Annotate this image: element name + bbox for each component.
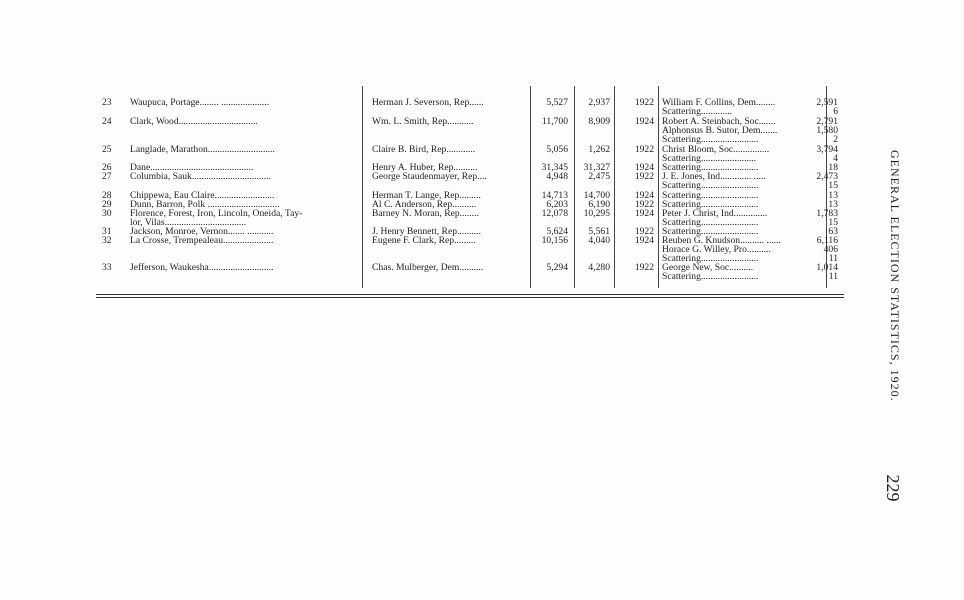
county-name: Jefferson, Waukesha........................... xyxy=(130,263,274,273)
district-number: 26 xyxy=(102,163,112,173)
opponent-votes: 2 xyxy=(833,135,838,145)
term-year: 1924 xyxy=(634,209,654,219)
member-name: Claire B. Bird, Rep............ xyxy=(372,145,476,155)
county-name: Chippewa, Eau Claire......................... xyxy=(130,191,275,201)
county-name: Dunn, Barron, Polk .............................. xyxy=(130,200,280,210)
member-name: Chas. Mulberger, Dem.......... xyxy=(372,263,484,273)
county-name: Jackson, Monroe, Vernon....... ........... xyxy=(130,227,274,237)
opponent-name: Scattering........................ xyxy=(662,254,759,264)
plurality: 4,280 xyxy=(588,263,610,273)
plurality: 2,475 xyxy=(588,172,610,182)
opponent-votes: 18 xyxy=(828,163,838,173)
opponent-votes: 3,794 xyxy=(816,145,838,155)
member-vote: 14,713 xyxy=(541,191,568,201)
opponent-votes: 2,591 xyxy=(816,98,838,108)
district-number: 28 xyxy=(102,191,112,201)
opponent-votes: 11 xyxy=(828,254,838,264)
opponent-name: Scattering........................ xyxy=(662,200,759,210)
district-number: 33 xyxy=(102,263,112,273)
member-vote: 6,203 xyxy=(546,200,568,210)
member-vote: 11,700 xyxy=(541,117,568,127)
running-head xyxy=(886,150,902,440)
page-title: GENERAL ELECTION STATISTICS, 1920. xyxy=(888,150,902,402)
member-name: Wm. L. Smith, Rep........... xyxy=(372,117,474,127)
opponent-name: Scattering........................ xyxy=(662,163,759,173)
opponent-votes: 1,783 xyxy=(816,209,838,219)
county-name: Florence, Forest, Iron, Lincoln, Oneida, Tay- xyxy=(130,209,303,219)
district-number: 31 xyxy=(102,227,112,237)
county-name: Dane........................................... xyxy=(130,163,254,173)
opponent-votes: 15 xyxy=(828,218,838,228)
member-name: Herman J. Severson, Rep...... xyxy=(372,98,484,108)
opponent-name: William F. Collins, Dem........ xyxy=(662,98,776,108)
opponent-name: Reuben G. Knudson.......... ...... xyxy=(662,236,781,246)
member-name: Henry A. Huber, Rep.......... xyxy=(372,163,478,173)
district-number: 25 xyxy=(102,145,112,155)
member-vote: 5,056 xyxy=(546,145,568,155)
district-number: 30 xyxy=(102,209,112,219)
plurality: 5,561 xyxy=(588,227,610,237)
opponent-name: Christ Bloom, Soc............... xyxy=(662,145,770,155)
page-number: 229 xyxy=(883,474,903,502)
election-table xyxy=(98,86,840,296)
plurality: 4,040 xyxy=(588,236,610,246)
opponent-name: J. E. Jones, Ind............. ..... xyxy=(662,172,766,182)
column-divider xyxy=(362,86,363,288)
member-vote: 12,078 xyxy=(541,209,568,219)
member-name: J. Henry Bennett, Rep.......... xyxy=(372,227,481,237)
term-year: 1922 xyxy=(634,172,654,182)
district-number: 23 xyxy=(102,98,112,108)
district-number: 24 xyxy=(102,117,112,127)
member-vote: 31,345 xyxy=(541,163,568,173)
opponent-name: Scattering........................ xyxy=(662,272,759,282)
term-year: 1924 xyxy=(634,117,654,127)
opponent-name: Scattering........................ xyxy=(662,218,759,228)
district-number: 27 xyxy=(102,172,112,182)
opponent-votes: 13 xyxy=(828,191,838,201)
column-divider xyxy=(614,86,615,288)
opponent-name: Peter J. Christ, Ind.............. xyxy=(662,209,768,219)
term-year: 1922 xyxy=(634,227,654,237)
member-vote: 4,948 xyxy=(546,172,568,182)
county-name: La Crosse, Trempealeau..................... xyxy=(130,236,274,246)
plurality: 1,262 xyxy=(588,145,610,155)
county-name: lor, Vilas.................................. xyxy=(130,218,247,228)
member-name: Eugene F. Clark, Rep......... xyxy=(372,236,476,246)
opponent-votes: 6 xyxy=(833,107,838,117)
opponent-name: Scattering........................ xyxy=(662,227,759,237)
plurality: 2,937 xyxy=(588,98,610,108)
plurality: 6,190 xyxy=(588,200,610,210)
opponent-votes: 2,473 xyxy=(816,172,838,182)
term-year: 1922 xyxy=(634,98,654,108)
plurality: 31,327 xyxy=(583,163,610,173)
county-name: Clark, Wood................................. xyxy=(130,117,258,127)
county-name: Waupuca, Portage........ .................... xyxy=(130,98,270,108)
opponent-votes: 13 xyxy=(828,200,838,210)
table-bottom-rule xyxy=(96,297,844,298)
opponent-votes: 1,014 xyxy=(816,263,838,273)
opponent-votes: 4 xyxy=(833,154,838,164)
member-vote: 5,294 xyxy=(546,263,568,273)
plurality: 10,295 xyxy=(583,209,610,219)
term-year: 1924 xyxy=(634,191,654,201)
opponent-name: Scattering....................... xyxy=(662,154,757,164)
opponent-votes: 2,791 xyxy=(816,117,838,127)
term-year: 1922 xyxy=(634,145,654,155)
member-name: Herman T. Lange, Rep......... xyxy=(372,191,481,201)
opponent-votes: 406 xyxy=(823,245,838,255)
opponent-votes: 6,116 xyxy=(816,236,838,246)
member-vote: 10,156 xyxy=(541,236,568,246)
county-name: Langlade, Marathon............................ xyxy=(130,145,275,155)
opponent-name: Scattering........................ xyxy=(662,135,759,145)
county-name: Columbia, Sauk................................. xyxy=(130,172,271,182)
opponent-name: Alphonsus B. Sutor, Dem....... xyxy=(662,126,778,136)
term-year: 1922 xyxy=(634,263,654,273)
member-name: Barney N. Moran, Rep........ xyxy=(372,209,479,219)
term-year: 1924 xyxy=(634,236,654,246)
opponent-votes: 63 xyxy=(828,227,838,237)
plurality: 14,700 xyxy=(583,191,610,201)
column-divider xyxy=(658,86,659,288)
opponent-votes: 11 xyxy=(828,272,838,282)
opponent-votes: 15 xyxy=(828,181,838,191)
term-year: 1922 xyxy=(634,200,654,210)
table-bottom-rule xyxy=(96,294,844,295)
member-vote: 5,624 xyxy=(546,227,568,237)
term-year: 1924 xyxy=(634,163,654,173)
opponent-name: Scattering........................ xyxy=(662,191,759,201)
opponent-name: Scattering............. xyxy=(662,107,733,117)
opponent-votes: 1,580 xyxy=(816,126,838,136)
district-number: 32 xyxy=(102,236,112,246)
member-name: George Staudenmayer, Rep.... xyxy=(372,172,487,182)
opponent-name: Scattering........................ xyxy=(662,181,759,191)
member-vote: 5,527 xyxy=(546,98,568,108)
district-number: 29 xyxy=(102,200,112,210)
plurality: 8,909 xyxy=(588,117,610,127)
opponent-name: Horace G. Willey, Pro.......... xyxy=(662,245,771,255)
opponent-name: George New, Soc.......... xyxy=(662,263,754,273)
opponent-name: Robert A. Steinbach, Soc....... xyxy=(662,117,776,127)
member-name: Al C. Anderson, Rep.......... xyxy=(372,200,477,210)
